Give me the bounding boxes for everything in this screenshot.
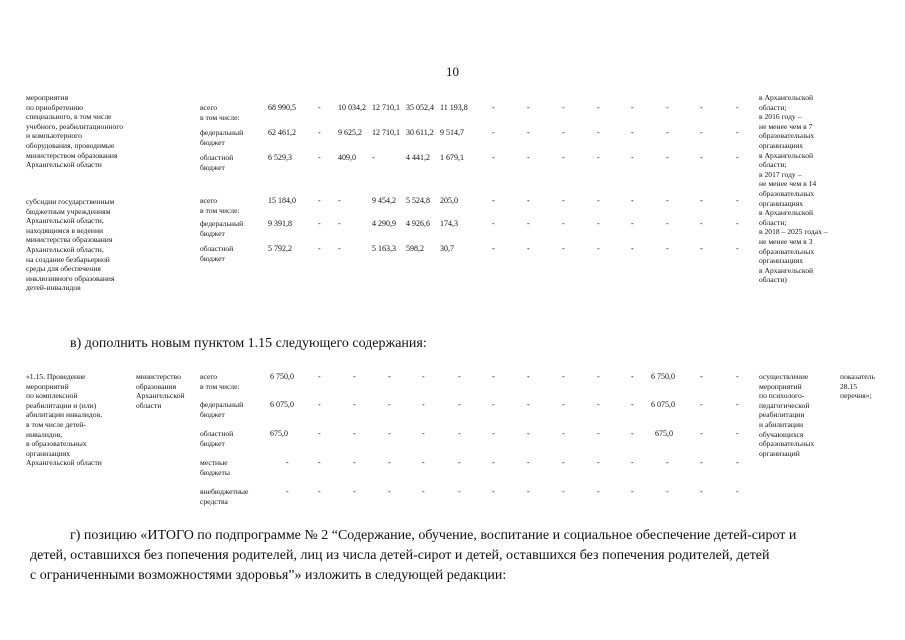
table-cell: - (562, 244, 565, 253)
table-cell: - (700, 487, 703, 496)
table-cell: - (458, 487, 461, 496)
table-cell: - (422, 429, 425, 438)
table-cell: 6 529,3 (268, 153, 292, 162)
table-cell: 1 679,1 (440, 153, 464, 162)
table-cell: 5 163,3 (372, 244, 396, 253)
table-cell: - (492, 103, 495, 112)
table-cell: - (631, 219, 634, 228)
table-cell-2025: 675,0 (655, 429, 673, 438)
table-row-description: мероприятия по приобретению специального, в том числе учебного, реабилитационного и компьютерного оборудования, проводимые министерством образования Архангельской области (26, 93, 123, 170)
table-cell: - (736, 219, 739, 228)
paragraph-g-line: детей, оставшихся без попечения родителей, лиц из числа детей-сирот и детей, оставшихся без попечения родителей, детей (30, 548, 770, 563)
measure-description: «1.15. Проведение мероприятий по комплексной реабилитации и (или) абилитации инвалидов, в том числе детей- инвалидов, в образовательных организациях Архангельской области (26, 372, 103, 468)
table-cell: - (666, 244, 669, 253)
table-cell: - (597, 219, 600, 228)
table-cell: - (353, 487, 356, 496)
table-cell: - (666, 219, 669, 228)
page-number: 10 (446, 64, 459, 79)
table-cell: - (562, 219, 565, 228)
table-cell: - (492, 487, 495, 496)
table-cell: - (736, 372, 739, 381)
table-cell: - (736, 153, 739, 162)
table-cell: - (597, 153, 600, 162)
table-cell: - (492, 458, 495, 467)
table-cell: 12 710,1 (372, 128, 400, 137)
table-cell: - (318, 196, 321, 205)
table-cell: - (318, 400, 321, 409)
table-cell: - (353, 458, 356, 467)
table-cell: - (527, 429, 530, 438)
table-cell: - (562, 429, 565, 438)
table-cell: - (666, 128, 669, 137)
table-cell: - (338, 244, 341, 253)
table-cell: - (562, 372, 565, 381)
table-cell: 35 052,4 (406, 103, 434, 112)
table-cell: 10 034,2 (338, 103, 366, 112)
table-cell: - (562, 487, 565, 496)
table-cell: - (388, 429, 391, 438)
table-cell: - (422, 372, 425, 381)
table-cell: - (631, 196, 634, 205)
table-cell: 4 290,9 (372, 219, 396, 228)
table-cell: - (492, 429, 495, 438)
funding-source-label: областной бюджет (200, 153, 234, 172)
table-cell-total: - (286, 487, 289, 496)
table-cell: - (527, 487, 530, 496)
table-cell: - (318, 153, 321, 162)
table-cell: - (318, 103, 321, 112)
table-cell: - (492, 400, 495, 409)
table-cell: - (318, 372, 321, 381)
table-cell: - (318, 429, 321, 438)
table-cell-2025: - (666, 458, 669, 467)
table-cell: 12 710,1 (372, 103, 400, 112)
table-cell: - (631, 153, 634, 162)
table-cell: - (458, 400, 461, 409)
table-cell: - (700, 458, 703, 467)
table-cell: - (631, 400, 634, 409)
table-cell: - (562, 128, 565, 137)
table-cell: - (492, 153, 495, 162)
table-cell: - (527, 372, 530, 381)
table-row-description: субсидии государственным бюджетным учреждениям Архангельской области, находящимся в ведении министерства образования Архангельской области, на создание безбарьерной среды для обеспечения инклюзивного образования детей-инвалидов (26, 197, 115, 293)
table-cell: - (562, 196, 565, 205)
table-cell: - (458, 372, 461, 381)
table-cell: - (372, 153, 375, 162)
table-cell: - (458, 458, 461, 467)
table-cell: - (388, 400, 391, 409)
table-cell: - (527, 196, 530, 205)
table-cell: - (597, 372, 600, 381)
table-cell-2025: 6 075,0 (651, 400, 675, 409)
table-cell: - (736, 429, 739, 438)
table-cell: - (422, 458, 425, 467)
table-cell: - (318, 128, 321, 137)
executor-text: министерство образования Архангельской области (136, 372, 185, 410)
table-cell: - (527, 458, 530, 467)
table-cell: - (700, 244, 703, 253)
table-cell: 30,7 (440, 244, 454, 253)
table-cell: - (492, 244, 495, 253)
funding-source-label: федеральный бюджет (200, 128, 244, 147)
table-cell: - (318, 219, 321, 228)
table-cell: - (700, 196, 703, 205)
table-cell: - (527, 128, 530, 137)
paragraph-g-line: г) позицию «ИТОГО по подпрограмме № 2 “Содержание, обучение, воспитание и социальное обеспечение детей-сирот и (70, 528, 797, 543)
table-cell-2025: - (666, 487, 669, 496)
table-cell: - (631, 372, 634, 381)
table-cell: - (700, 372, 703, 381)
table-cell: 68 990,5 (268, 103, 296, 112)
funding-source-label: всего в том числе: (200, 196, 240, 215)
table-cell: - (700, 153, 703, 162)
table-cell: - (597, 103, 600, 112)
table-cell: 15 184,0 (268, 196, 296, 205)
table-cell: - (388, 487, 391, 496)
table-cell: - (597, 400, 600, 409)
table-cell: - (562, 400, 565, 409)
table-cell: - (318, 487, 321, 496)
table-cell: 409,0 (338, 153, 356, 162)
table-cell: - (318, 458, 321, 467)
funding-source-label: всего в том числе: (200, 372, 240, 391)
table-cell: - (388, 458, 391, 467)
table-cell: - (492, 372, 495, 381)
table-cell: - (597, 487, 600, 496)
table-cell: 205,0 (440, 196, 458, 205)
table-cell: - (597, 429, 600, 438)
table-cell: - (527, 219, 530, 228)
table-cell-2025: 6 750,0 (651, 372, 675, 381)
table-cell: - (562, 458, 565, 467)
table-cell: - (422, 487, 425, 496)
table-cell: - (353, 372, 356, 381)
table-cell: 11 193,8 (440, 103, 468, 112)
table-cell: - (666, 196, 669, 205)
table-cell: - (736, 103, 739, 112)
table-cell: - (527, 153, 530, 162)
table-cell: - (492, 196, 495, 205)
table-cell: - (353, 429, 356, 438)
funding-source-label: федеральный бюджет (200, 400, 244, 419)
table-cell: 598,2 (406, 244, 424, 253)
table-cell: - (700, 429, 703, 438)
table-cell: - (631, 458, 634, 467)
result-column-text: в Архангельской области; в 2016 году – не менее чем в 7 образовательных организациях в Архангельской области; в 2017 году – не менее чем в 14 образовательных организациях в Архангельской области; в 2018 – 2025 годах – не менее чем в 3 образовательных организациях в Архангельской области) (759, 93, 828, 285)
table-cell: - (492, 128, 495, 137)
result-column-text: осуществление мероприятий по психолого- педагогической реабилитации и абилитации обучающихся образовательных организаций (759, 372, 815, 458)
table-cell: - (631, 429, 634, 438)
table-cell-total: 6 075,0 (270, 400, 294, 409)
table-cell: - (666, 103, 669, 112)
table-cell: - (631, 487, 634, 496)
table-cell: - (353, 400, 356, 409)
table-cell: - (700, 219, 703, 228)
table-cell: - (562, 103, 565, 112)
table-cell: - (736, 400, 739, 409)
table-cell: - (631, 244, 634, 253)
table-cell: 30 611,2 (406, 128, 434, 137)
table-cell-total: 6 750,0 (270, 372, 294, 381)
funding-source-label: областной бюджет (200, 244, 234, 263)
table-cell: - (492, 219, 495, 228)
funding-source-label: областной бюджет (200, 429, 234, 448)
table-cell: - (338, 219, 341, 228)
table-cell: - (527, 103, 530, 112)
table-cell: - (597, 196, 600, 205)
table-cell: 9 514,7 (440, 128, 464, 137)
table-cell: 4 926,6 (406, 219, 430, 228)
funding-source-label: всего в том числе: (200, 103, 240, 122)
table-cell: - (631, 103, 634, 112)
table-cell: - (736, 244, 739, 253)
table-cell: 62 461,2 (268, 128, 296, 137)
table-cell: - (527, 400, 530, 409)
table-cell: - (700, 128, 703, 137)
table-cell: - (562, 153, 565, 162)
table-cell: - (736, 458, 739, 467)
table-cell: - (338, 196, 341, 205)
table-cell: - (422, 400, 425, 409)
table-cell: - (597, 458, 600, 467)
table-cell: - (736, 128, 739, 137)
funding-source-label: федеральный бюджет (200, 219, 244, 238)
table-cell: 5 524,8 (406, 196, 430, 205)
table-cell: - (631, 128, 634, 137)
table-cell: 5 792,2 (268, 244, 292, 253)
table-cell-total: - (286, 458, 289, 467)
table-cell: 9 454,2 (372, 196, 396, 205)
funding-source-label: местные бюджеты (200, 458, 230, 477)
table-cell: 9 625,2 (338, 128, 362, 137)
table-cell: - (597, 128, 600, 137)
table-cell: 4 441,2 (406, 153, 430, 162)
table-cell: 9 391,8 (268, 219, 292, 228)
paragraph-g-line: с ограниченными возможностями здоровья”» изложить в следующей редакции: (30, 568, 507, 583)
paragraph-v: в) дополнить новым пунктом 1.15 следующего содержания: (70, 336, 427, 351)
table-cell: - (527, 244, 530, 253)
table-cell: - (736, 487, 739, 496)
table-cell: - (318, 244, 321, 253)
table-cell: - (736, 196, 739, 205)
table-cell: 174,3 (440, 219, 458, 228)
table-cell: - (597, 244, 600, 253)
table-cell: - (700, 400, 703, 409)
table-cell: - (666, 153, 669, 162)
indicator-text: показатель 28.15 перечня»; (840, 372, 875, 401)
table-cell: - (458, 429, 461, 438)
funding-source-label: внебюджетные средства (200, 487, 249, 506)
table-cell: - (388, 372, 391, 381)
table-cell-total: 675,0 (270, 429, 288, 438)
table-cell: - (700, 103, 703, 112)
